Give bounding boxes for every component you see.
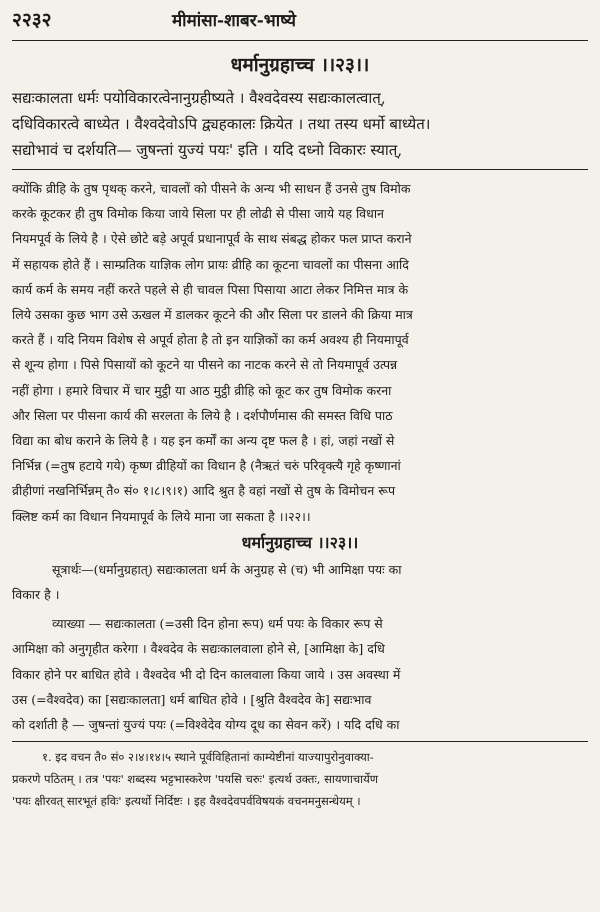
hindi-line: करके कूटकर ही तुष विमोक किया जाये सिला पर ही लोढी से पीसा जाये यह विधान [12, 206, 384, 222]
sutra-heading: धर्मानुग्रहाच्च ।।२३।। [230, 54, 370, 76]
footnote-line: 'पयः क्षीरवत् सारभूतं हविः' इत्यर्थो निर्दिष्टः । इह वैश्वदेवपर्वविषयकं वचनमनुसन्धेयम् । [12, 794, 361, 809]
bhashya-line: सद्यःकालता धर्मः पयोविकारत्वेनानुग्रहीष्यते । वैश्वदेवस्य सद्यःकालत्वात्, [12, 89, 386, 107]
hindi-line: नियमपूर्व के लिये है । ऐसे छोटे बड़े अपूर्व प्रधानापूर्व के साथ संबद्ध होकर फल प्राप्त कराने [12, 231, 412, 247]
footnotes [12, 746, 588, 812]
hindi-line: से शून्य होगा । पिसे पिसायों को कूटने या पीसने का नाटक करने से तो नियमापूर्व उत्पन्न [12, 357, 398, 373]
sutra-heading-2: धर्मानुग्रहाच्च ।।२३।। [241, 532, 359, 552]
running-title: मीमांसा-शाबर-भाष्ये [172, 11, 297, 31]
hindi-line: और सिला पर पीसना कार्य की सरलता के लिये है । दर्शपौर्णमास की समस्त विधि पाठ [12, 407, 393, 423]
hindi-commentary [12, 176, 588, 737]
vyakhya-line: उस (=वैश्वदेव) का [सद्यःकालता] धर्म बाधित होवे । [श्रुति वैश्वदेव के] सद्यःभाव [12, 691, 372, 707]
vyakhya-line: को दर्शाती है — जुषन्तां युज्यं पयः (=विश्वेदेव योग्य दूध का सेवन करें) । यदि दधि का [12, 717, 400, 733]
page-header [12, 6, 588, 36]
sutrartha-line: विकार है । [12, 587, 60, 603]
section-divider [12, 169, 588, 170]
header-rule [12, 40, 588, 41]
vyakhya-line: व्याख्या — सद्यःकालता (=उसी दिन होना रूप) धर्म पयः के विकार रूप से [52, 616, 383, 632]
sutrartha-line: सूत्रार्थः—(धर्मानुग्रहात्) सद्यःकालता धर्म के अनुग्रह से (च) भी आमिक्षा पयः का [52, 561, 402, 577]
hindi-line: करते हैं । यदि नियम विशेष से अपूर्व होता है तो इन याज्ञिकों का कर्म अवश्य ही नियमापूर्व [12, 332, 409, 348]
hindi-line: लिये उसका कुछ भाग उसे ऊखल में डालकर कूटने की और सिला पर डालने की क्रिया मात्र [12, 307, 413, 323]
hindi-line: व्रीहीणां नखनिर्भिन्नम् तै० सं० १।८।९।१) आदि श्रुत है वहां नखों से तुष के विमोचन रूप [12, 483, 396, 499]
hindi-line: में सहायक होते हैं । साम्प्रतिक याज्ञिक लोग प्रायः व्रीहि का कूटना चावलों का पीसना आदि [12, 256, 409, 272]
hindi-line: निर्भिन्न (=तुष हटाये गये) कृष्ण व्रीहियों का विधान है (नैऋतं चरुं परिवृक्त्यै गृहे कृष्णानां [12, 458, 401, 474]
hindi-line: क्लिष्ट कर्म का विधान नियमापूर्व के लिये माना जा सकता है ।।२२।। [12, 508, 311, 524]
hindi-line: विद्या का बोध कराने के लिये है । यह इन कर्मों का अन्य दृष्ट फल है । हां, जहां नखों से [12, 433, 395, 449]
footnote-divider [12, 741, 588, 742]
hindi-line: कार्य कर्म के समय नहीं करते पहले से ही चावल पिसा पिसाया आटा लेकर निमित्त मात्र के [12, 281, 409, 297]
page-number: २२३२ [12, 9, 52, 31]
hindi-line: क्योंकि व्रीहि के तुष पृथक् करने, चावलों को पीसने के अन्य भी साधन हैं उनसे तुष विमोक [12, 181, 411, 196]
footnote-line: १. इद वचन तै० सं० २।४।१४।५ स्थाने पूर्वविहितानां काम्येष्टीनां याज्यापुरोनुवाक्या- [42, 750, 374, 765]
vyakhya-line: विकार होने पर बाधित होवे । वैश्वदेव भी दो दिन कालवाला किया जाये । उस अवस्था में [12, 666, 401, 682]
bhashya-line: दधिविकारत्वे बाध्येत । वैश्वदेवोऽपि द्व्यहकालः क्रियेत । तथा तस्य धर्मो बाध्येत। [12, 115, 431, 133]
footnote-line: प्रकरणे पठितम् । तत्र 'पयः' शब्दस्य भट्टभास्करेण 'पयसि चरुः' इत्यर्थ उक्तः, सायणाचार्येण [12, 772, 379, 787]
hindi-line: नहीं होगा । हमारे विचार में चार मुट्ठी या आठ मुट्ठी व्रीहि को कूट कर तुष विमोक करना [12, 382, 392, 398]
vyakhya-line: आमिक्षा को अनुगृहीत करेगा । वैश्वदेव के सद्यःकालवाला होने से, [आमिक्षा के] दधि [12, 641, 385, 657]
bhashya-text [12, 85, 588, 163]
bhashya-line: सद्योभावं च दर्शयति— जुषन्तां युज्यं पयः' इति । यदि दध्नो विकारः स्यात्, [12, 141, 403, 159]
